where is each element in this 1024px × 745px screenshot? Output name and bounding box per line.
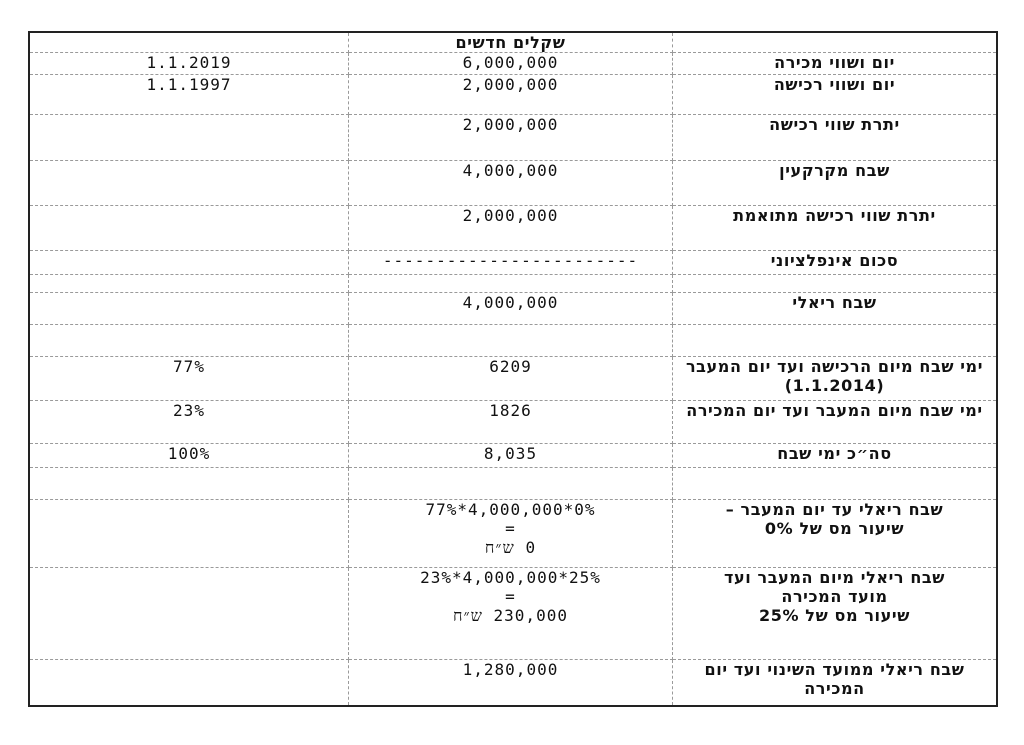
row-label: סה״כ ימי שבח [673,444,998,468]
empty-cell [29,500,349,568]
row-label: יתרת שווי רכישה מתואמת [673,206,998,251]
purchase-date: 1.1.1997 [29,75,349,115]
row-label: יום ושווי רכישה [673,75,998,115]
calc-equals: = [505,519,516,538]
row-label: שבח ריאלי [673,293,998,325]
calc-cell [349,500,673,568]
table-row [29,53,997,75]
row-label-line: מועד המכירה [781,587,888,606]
days-value: 1826 [349,401,673,444]
table-row [29,660,997,706]
capital-gains-table [28,31,998,707]
table-row [29,206,997,251]
spacer-cell [29,468,349,500]
row-label: יום ושווי מכירה [673,53,998,75]
row-label-line: שיעור מס של 25% [759,606,910,625]
sale-value: 6,000,000 [349,53,673,75]
empty-cell [29,293,349,325]
spacer-cell [673,275,998,293]
header-row [29,32,997,53]
empty-cell [29,115,349,161]
header-currency-cell [349,32,673,53]
real-gain-change-value: 1,280,000 [349,660,673,706]
empty-cell [29,660,349,706]
sale-date: 1.1.2019 [29,53,349,75]
spacer-row [29,325,997,357]
purchase-balance-value: 2,000,000 [349,115,673,161]
header-cell-empty-right [673,32,998,53]
spacer-cell [349,325,673,357]
adjusted-purchase-balance-value: 2,000,000 [349,206,673,251]
table-row [29,568,997,660]
calc-equals: = [505,587,516,606]
row-label: יתרת שווי רכישה [673,115,998,161]
empty-cell [29,161,349,206]
spacer-row [29,275,997,293]
real-gain-value: 4,000,000 [349,293,673,325]
empty-cell [29,251,349,275]
row-label-line: שבח ריאלי עד יום המעבר – [725,500,944,519]
row-label: ימי שבח מיום המעבר ועד יום המכירה [673,401,998,444]
spacer-cell [29,325,349,357]
table-row [29,251,997,275]
calc-formula: 23%*4,000,000*25% [420,568,601,587]
spacer-cell [349,275,673,293]
percent-value: 77% [29,357,349,401]
row-label: שבח ריאלי ממועד השינוי ועד יום המכירה [673,660,998,706]
row-label: סכום אינפלציוני [673,251,998,275]
row-label-line: שבח ריאלי מיום המעבר ועד [723,568,946,587]
table-row [29,401,997,444]
real-estate-gain-value: 4,000,000 [349,161,673,206]
spacer-row [29,468,997,500]
calc-formula: 77%*4,000,000*0% [425,500,596,519]
row-label: שבח מקרקעין [673,161,998,206]
currency-label: שקלים חדשים [455,33,566,52]
spacer-cell [349,468,673,500]
table-row [29,444,997,468]
table-row [29,75,997,115]
row-label [673,500,998,568]
spacer-cell [673,325,998,357]
percent-total: 100% [29,444,349,468]
days-value: 6209 [349,357,673,401]
empty-cell [29,568,349,660]
table-row [29,115,997,161]
table-row [29,293,997,325]
table-row [29,500,997,568]
calc-result: 0 ש״ח [484,538,537,557]
days-total: 8,035 [349,444,673,468]
calc-result: 230,000 ש״ח [453,606,568,625]
spacer-cell [29,275,349,293]
table-row [29,357,997,401]
row-label: ימי שבח מיום הרכישה ועד יום המעבר (1.1.2014) [673,357,998,401]
row-label [673,568,998,660]
header-cell-empty [29,32,349,53]
row-label-line: שיעור מס של 0% [764,519,905,538]
table-row [29,161,997,206]
spacer-cell [673,468,998,500]
percent-value: 23% [29,401,349,444]
empty-cell [29,206,349,251]
inflation-amount-dashes: ------------------------ [349,251,673,275]
purchase-value: 2,000,000 [349,75,673,115]
calc-cell [349,568,673,660]
